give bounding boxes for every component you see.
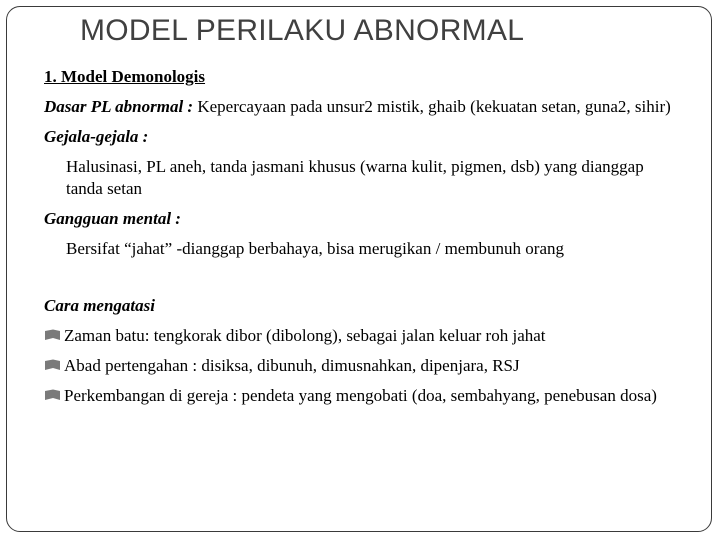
gejala-text: Halusinasi, PL aneh, tanda jasmani khusus (warna kulit, pigmen, dsb) yang dianggap tanda setan (66, 157, 644, 198)
section-heading: 1. Model Demonologis (44, 67, 206, 86)
slide-body (44, 66, 684, 415)
flag-bullet-icon (44, 329, 61, 342)
bullet-item (44, 355, 684, 377)
bullet-text: Abad pertengahan : disiksa, dibunuh, dimusnahkan, dipenjara, RSJ (64, 356, 520, 375)
cara-label: Cara mengatasi (44, 296, 155, 315)
spacer (44, 268, 684, 295)
dasar-text: Kepercayaan pada unsur2 mistik, ghaib (kekuatan setan, guna2, sihir) (197, 97, 671, 116)
bullet-text: Zaman batu: tengkorak dibor (dibolong), sebagai jalan keluar roh jahat (64, 326, 546, 345)
dasar-label: Dasar PL abnormal : (44, 97, 194, 116)
bullet-item (44, 385, 684, 407)
bullet-item (44, 325, 684, 347)
gangguan-text: Bersifat “jahat” -dianggap berbahaya, bisa merugikan / membunuh orang (66, 239, 565, 258)
gangguan-label: Gangguan mental : (44, 209, 181, 228)
bullet-text: Perkembangan di gereja : pendeta yang mengobati (doa, sembahyang, penebusan dosa) (64, 386, 657, 405)
gejala-label: Gejala-gejala : (44, 127, 149, 146)
flag-bullet-icon (44, 359, 61, 372)
slide-title: MODEL PERILAKU ABNORMAL (80, 14, 525, 47)
dasar-paragraph (44, 96, 684, 118)
flag-bullet-icon (44, 389, 61, 402)
